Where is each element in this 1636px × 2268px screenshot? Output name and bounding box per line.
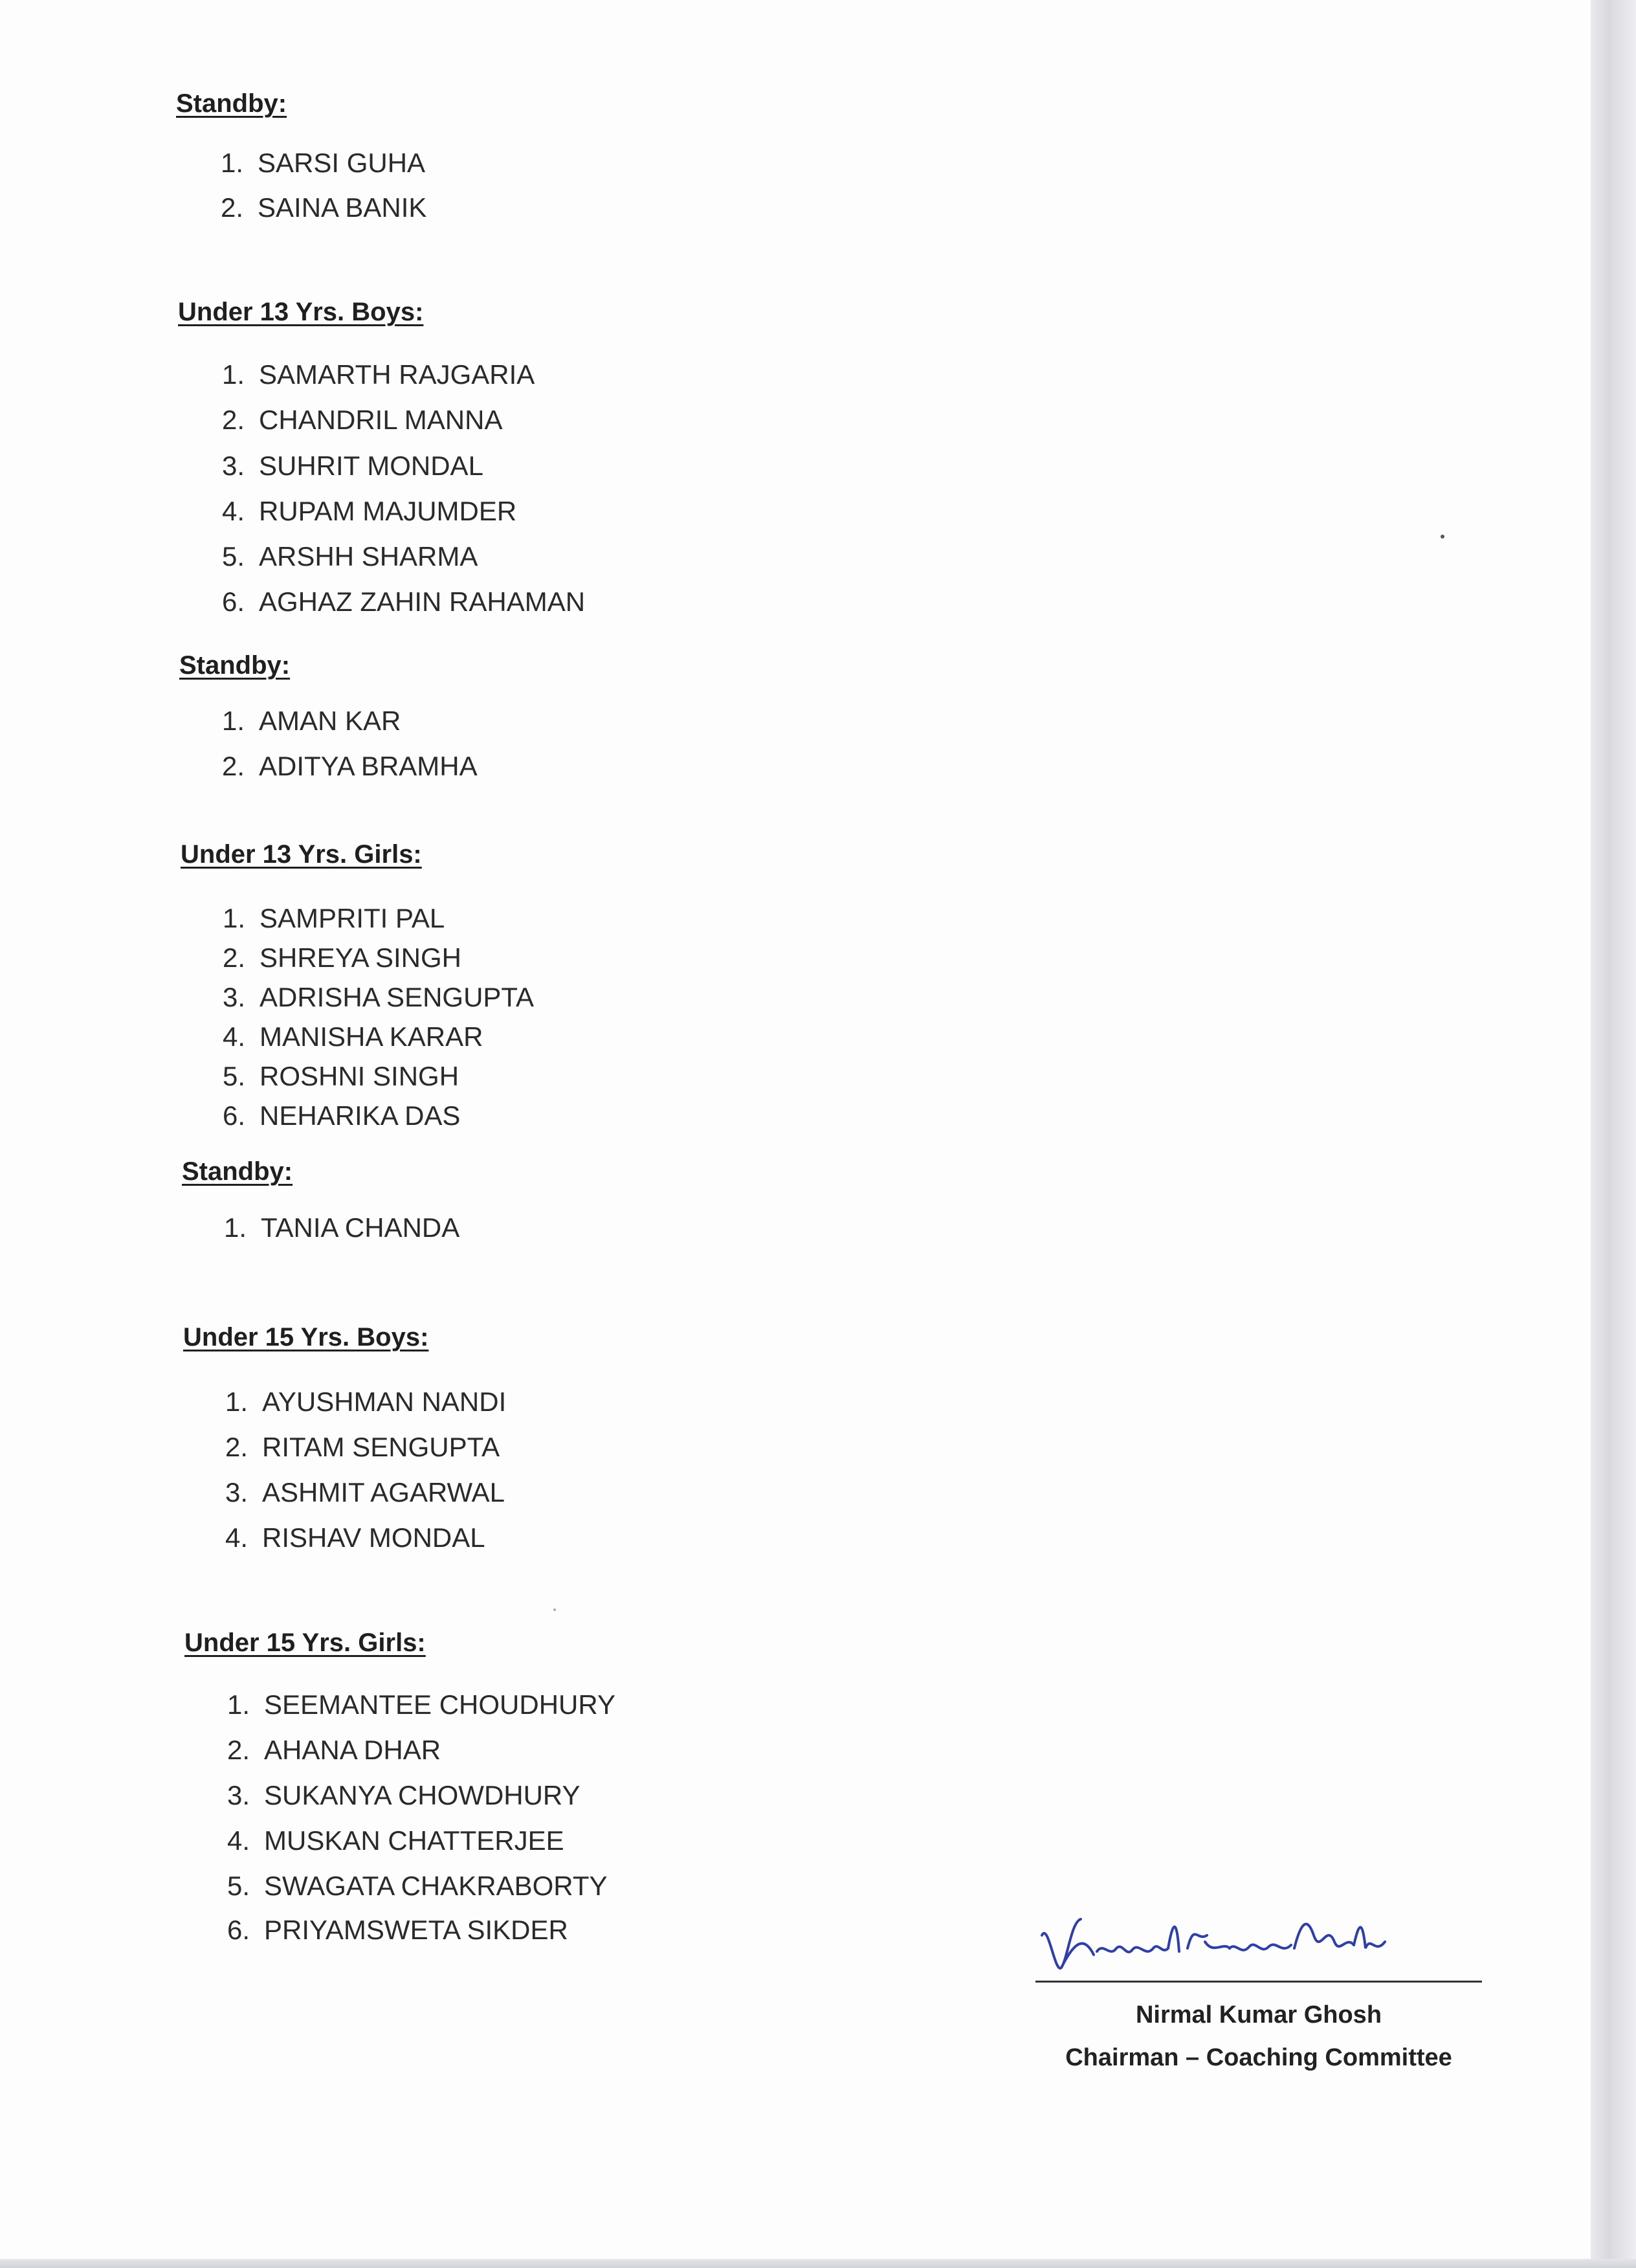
player-name: ROSHNI SINGH	[260, 1061, 459, 1091]
section-heading: Standby:	[179, 651, 291, 680]
list-item	[197, 1212, 459, 1243]
list-item	[196, 903, 445, 934]
player-name: AHANA DHAR	[264, 1735, 441, 1765]
list-item-number: 3.	[227, 1780, 250, 1810]
list-item	[199, 1522, 485, 1553]
list-item	[201, 1871, 608, 1902]
player-name: NEHARIKA DAS	[260, 1100, 461, 1131]
list-item	[201, 1915, 568, 1946]
list-item-number: 2.	[225, 1432, 248, 1462]
player-name: SAMPRITI PAL	[260, 903, 445, 933]
list-item	[195, 496, 516, 527]
section-heading: Under 13 Yrs. Boys:	[178, 298, 424, 326]
list-item	[201, 1780, 580, 1811]
player-name: ADITYA BRAMHA	[259, 751, 478, 781]
player-name: AMAN KAR	[259, 706, 401, 736]
list-item-number: 1.	[222, 903, 245, 933]
player-name: SEEMANTEE CHOUDHURY	[264, 1689, 615, 1720]
player-name: ADRISHA SENGUPTA	[260, 982, 534, 1012]
list-item	[201, 1689, 615, 1720]
scan-edge-bottom	[0, 2259, 1636, 2268]
list-item-number: 6.	[227, 1915, 250, 1945]
scan-speck	[1441, 535, 1444, 539]
scan-speck	[553, 1608, 556, 1611]
list-item	[195, 541, 478, 572]
player-name: SUHRIT MONDAL	[259, 450, 483, 481]
list-item-number: 4.	[221, 496, 245, 526]
list-item-number: 3.	[225, 1477, 248, 1507]
list-item-number: 1.	[221, 706, 245, 736]
list-item	[196, 982, 534, 1013]
player-name: SAINA BANIK	[258, 192, 427, 223]
list-item-number: 2.	[221, 751, 245, 781]
list-item	[194, 192, 426, 223]
player-name: SHREYA SINGH	[260, 942, 461, 973]
handwritten-signature	[1035, 1896, 1398, 1987]
player-name: RISHAV MONDAL	[262, 1522, 485, 1553]
section-heading: Under 15 Yrs. Boys:	[183, 1323, 429, 1351]
list-item-number: 2.	[220, 192, 243, 223]
player-name: CHANDRIL MANNA	[259, 405, 503, 435]
signatory-title: Chairman – Coaching Committee	[1065, 2044, 1452, 2071]
list-item-number: 4.	[222, 1021, 245, 1052]
list-item	[199, 1432, 500, 1463]
list-item-number: 2.	[221, 405, 245, 435]
list-item-number: 4.	[227, 1825, 250, 1856]
list-item-number: 1.	[223, 1212, 247, 1243]
list-item	[201, 1825, 564, 1856]
player-name: SARSI GUHA	[258, 148, 426, 178]
section-heading: Standby:	[176, 89, 287, 118]
player-name: RITAM SENGUPTA	[262, 1432, 500, 1462]
list-item	[196, 1061, 459, 1092]
list-item-number: 1.	[227, 1689, 250, 1720]
player-name: AYUSHMAN NANDI	[262, 1386, 507, 1417]
list-item-number: 2.	[227, 1735, 250, 1765]
list-item	[195, 450, 483, 482]
section-heading: Standby:	[182, 1157, 293, 1186]
player-name: SAMARTH RAJGARIA	[259, 359, 535, 390]
list-item	[194, 148, 425, 179]
list-item	[196, 1100, 460, 1131]
list-item	[199, 1386, 506, 1418]
scan-edge-right	[1591, 0, 1636, 2268]
list-item-number: 5.	[222, 1061, 245, 1091]
player-name: MUSKAN CHATTERJEE	[264, 1825, 564, 1856]
list-item	[195, 405, 502, 436]
list-item-number: 5.	[221, 541, 245, 572]
list-item-number: 6.	[221, 586, 245, 617]
list-item	[201, 1735, 441, 1766]
player-name: MANISHA KARAR	[260, 1021, 483, 1052]
list-item	[195, 706, 401, 737]
list-item	[196, 1021, 483, 1052]
player-name: SUKANYA CHOWDHURY	[264, 1780, 580, 1810]
player-name: PRIYAMSWETA SIKDER	[264, 1915, 568, 1945]
list-item-number: 5.	[227, 1871, 250, 1901]
player-name: TANIA CHANDA	[261, 1212, 460, 1243]
list-item-number: 1.	[220, 148, 243, 178]
list-item	[196, 942, 461, 973]
list-item-number: 6.	[222, 1100, 245, 1131]
section-heading: Under 13 Yrs. Girls:	[181, 840, 422, 869]
player-name: RUPAM MAJUMDER	[259, 496, 517, 526]
list-item-number: 4.	[225, 1522, 248, 1553]
signatory-name: Nirmal Kumar Ghosh	[1135, 2001, 1382, 2029]
list-item	[195, 586, 585, 617]
section-heading: Under 15 Yrs. Girls:	[184, 1629, 426, 1657]
list-item-number: 1.	[225, 1386, 248, 1417]
player-name: AGHAZ ZAHIN RAHAMAN	[259, 586, 586, 617]
list-item-number: 3.	[221, 450, 245, 481]
list-item	[195, 359, 535, 390]
list-item-number: 2.	[222, 942, 245, 973]
list-item-number: 3.	[222, 982, 245, 1012]
player-name: ARSHH SHARMA	[259, 541, 478, 572]
list-item-number: 1.	[221, 359, 245, 390]
signature-line	[1035, 1981, 1482, 1983]
player-name: SWAGATA CHAKRABORTY	[264, 1871, 608, 1901]
list-item	[199, 1477, 505, 1508]
player-name: ASHMIT AGARWAL	[262, 1477, 505, 1507]
list-item	[195, 751, 478, 782]
